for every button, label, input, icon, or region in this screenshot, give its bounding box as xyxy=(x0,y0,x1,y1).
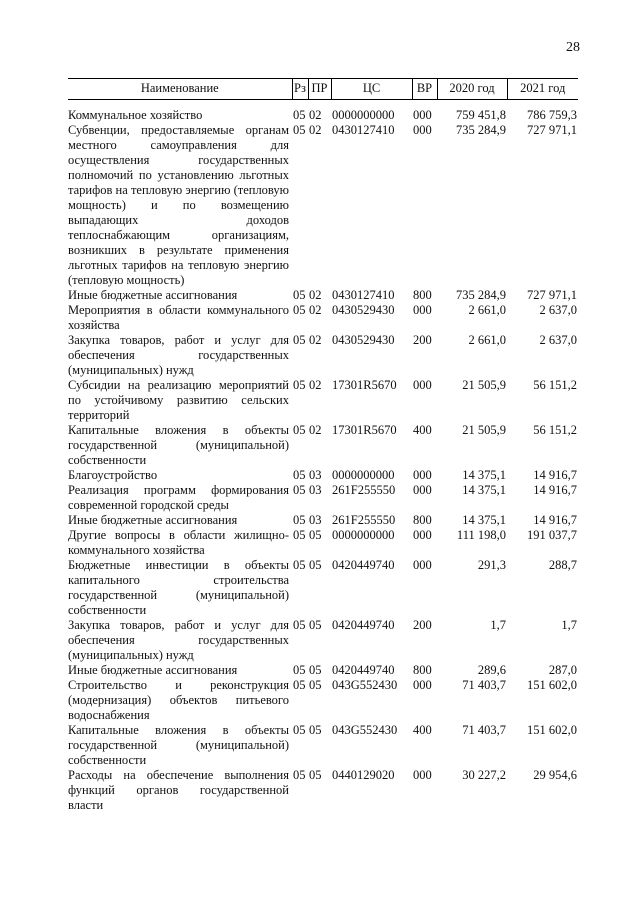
cell-cs: 261F255550 xyxy=(332,513,396,527)
cell-vr: 000 xyxy=(413,378,432,392)
cell-rz: 05 xyxy=(293,558,306,572)
cell-pr: 02 xyxy=(309,423,322,437)
cell-pr: 05 xyxy=(309,528,322,542)
cell-2020: 71 403,7 xyxy=(462,678,506,692)
cell-pr: 05 xyxy=(309,618,322,632)
cell-2021: 1,7 xyxy=(561,618,577,632)
cell-name: Капитальные вложения в объекты государственной (муниципальной) собственности xyxy=(68,723,289,767)
cell-vr: 800 xyxy=(413,288,432,302)
cell-cs: 043G552430 xyxy=(332,678,398,692)
cell-2021: 727 971,1 xyxy=(527,123,577,137)
cell-2020: 21 505,9 xyxy=(462,378,506,392)
cell-cs: 0420449740 xyxy=(332,558,395,572)
table-row xyxy=(68,558,578,618)
cell-cs: 0430529430 xyxy=(332,333,395,347)
cell-name: Капитальные вложения в объекты государственной (муниципальной) собственности xyxy=(68,423,289,467)
cell-vr: 000 xyxy=(413,108,432,122)
cell-2021: 56 151,2 xyxy=(533,423,577,437)
cell-2020: 735 284,9 xyxy=(456,123,506,137)
cell-2020: 2 661,0 xyxy=(468,303,506,317)
header-name: Наименование xyxy=(68,79,292,100)
table-row xyxy=(68,483,578,513)
cell-name: Бюджетные инвестиции в объекты капитального строительства государственной (муниципальной) собственности xyxy=(68,558,289,617)
cell-2021: 727 971,1 xyxy=(527,288,577,302)
cell-2021: 2 637,0 xyxy=(539,303,577,317)
cell-2021: 151 602,0 xyxy=(527,723,577,737)
cell-2021: 14 916,7 xyxy=(533,468,577,482)
cell-pr: 03 xyxy=(309,513,322,527)
cell-name: Субсидии на реализацию мероприятий по устойчивому развитию сельских территорий xyxy=(68,378,289,422)
cell-vr: 200 xyxy=(413,618,432,632)
cell-name: Благоустройство xyxy=(68,468,158,482)
cell-rz: 05 xyxy=(293,723,306,737)
cell-vr: 400 xyxy=(413,723,432,737)
cell-rz: 05 xyxy=(293,333,306,347)
budget-table xyxy=(68,78,578,813)
table-row xyxy=(68,333,578,378)
cell-name: Иные бюджетные ассигнования xyxy=(68,513,238,527)
cell-2021: 287,0 xyxy=(548,663,577,677)
cell-rz: 05 xyxy=(293,423,306,437)
header-vr: ВР xyxy=(412,79,437,100)
cell-rz: 05 xyxy=(293,108,306,122)
cell-cs: 17301R5670 xyxy=(332,378,397,392)
table-row xyxy=(68,618,578,663)
cell-cs: 261F255550 xyxy=(332,483,396,497)
cell-name: Строительство и реконструкция (модернизация) объектов питьевого водоснабжения xyxy=(68,678,289,722)
cell-2020: 735 284,9 xyxy=(456,288,506,302)
cell-2021: 56 151,2 xyxy=(533,378,577,392)
cell-2020: 111 198,0 xyxy=(456,528,506,542)
cell-pr: 05 xyxy=(309,678,322,692)
table-row xyxy=(68,723,578,768)
cell-pr: 03 xyxy=(309,468,322,482)
cell-name: Коммунальное хозяйство xyxy=(68,108,203,122)
cell-2020: 759 451,8 xyxy=(456,108,506,122)
cell-pr: 02 xyxy=(309,123,322,137)
cell-cs: 17301R5670 xyxy=(332,423,397,437)
table-header xyxy=(68,79,578,100)
header-year-2020: 2020 год xyxy=(437,79,507,100)
cell-cs: 0000000000 xyxy=(332,528,395,542)
cell-rz: 05 xyxy=(293,513,306,527)
table-row xyxy=(68,513,578,528)
cell-2021: 151 602,0 xyxy=(527,678,577,692)
table-body xyxy=(68,100,578,814)
cell-cs: 0430127410 xyxy=(332,288,395,302)
table-row xyxy=(68,123,578,288)
cell-name: Расходы на обеспечение выполнения функций органов государственной власти xyxy=(68,768,289,812)
cell-rz: 05 xyxy=(293,483,306,497)
header-year-2021: 2021 год xyxy=(507,79,578,100)
cell-vr: 000 xyxy=(413,558,432,572)
cell-name: Другие вопросы в области жилищно-коммунального хозяйства xyxy=(68,528,289,557)
cell-cs: 0000000000 xyxy=(332,108,395,122)
header-row xyxy=(68,79,578,100)
cell-vr: 400 xyxy=(413,423,432,437)
cell-pr: 02 xyxy=(309,378,322,392)
cell-2020: 71 403,7 xyxy=(462,723,506,737)
cell-2020: 30 227,2 xyxy=(462,768,506,782)
cell-cs: 0420449740 xyxy=(332,618,395,632)
table-row xyxy=(68,100,578,124)
cell-2021: 29 954,6 xyxy=(533,768,577,782)
cell-vr: 000 xyxy=(413,303,432,317)
cell-rz: 05 xyxy=(293,678,306,692)
cell-2020: 291,3 xyxy=(477,558,506,572)
cell-cs: 0430127410 xyxy=(332,123,395,137)
cell-pr: 02 xyxy=(309,288,322,302)
cell-vr: 000 xyxy=(413,468,432,482)
page-number: 28 xyxy=(566,40,580,55)
cell-2021: 288,7 xyxy=(548,558,577,572)
cell-pr: 02 xyxy=(309,108,322,122)
cell-vr: 000 xyxy=(413,678,432,692)
cell-2021: 14 916,7 xyxy=(533,513,577,527)
cell-2021: 2 637,0 xyxy=(539,333,577,347)
table-row xyxy=(68,303,578,333)
cell-vr: 000 xyxy=(413,483,432,497)
cell-cs: 0000000000 xyxy=(332,468,395,482)
cell-pr: 03 xyxy=(309,483,322,497)
cell-cs: 0440129020 xyxy=(332,768,395,782)
cell-cs: 043G552430 xyxy=(332,723,398,737)
cell-rz: 05 xyxy=(293,288,306,302)
cell-pr: 05 xyxy=(309,663,322,677)
cell-2020: 289,6 xyxy=(477,663,506,677)
cell-vr: 800 xyxy=(413,513,432,527)
cell-cs: 0420449740 xyxy=(332,663,395,677)
cell-name: Иные бюджетные ассигнования xyxy=(68,288,238,302)
cell-2020: 2 661,0 xyxy=(468,333,506,347)
cell-pr: 02 xyxy=(309,303,322,317)
table-row xyxy=(68,423,578,468)
cell-cs: 0430529430 xyxy=(332,303,395,317)
cell-vr: 000 xyxy=(413,528,432,542)
table-row xyxy=(68,528,578,558)
cell-2020: 14 375,1 xyxy=(462,513,506,527)
cell-rz: 05 xyxy=(293,378,306,392)
cell-name: Субвенции, предоставляемые органам местного самоуправления для осуществления государственных полномочий по установлению льготных тарифов на тепловую энергию (тепловую мощность) и по возмещению выпадающих доходов теплоснабжающим организациям, возникших в результате применения льготных тарифов на тепловую энергию (тепловую мощность) xyxy=(68,123,289,287)
cell-rz: 05 xyxy=(293,528,306,542)
table-row xyxy=(68,378,578,423)
cell-rz: 05 xyxy=(293,618,306,632)
cell-pr: 05 xyxy=(309,558,322,572)
cell-2021: 14 916,7 xyxy=(533,483,577,497)
cell-name: Иные бюджетные ассигнования xyxy=(68,663,238,677)
cell-pr: 05 xyxy=(309,768,322,782)
header-rz: Рз xyxy=(292,79,308,100)
cell-vr: 000 xyxy=(413,123,432,137)
cell-2020: 14 375,1 xyxy=(462,483,506,497)
table-row xyxy=(68,678,578,723)
cell-rz: 05 xyxy=(293,303,306,317)
cell-2020: 21 505,9 xyxy=(462,423,506,437)
cell-2021: 191 037,7 xyxy=(527,528,577,542)
cell-pr: 02 xyxy=(309,333,322,347)
table-row xyxy=(68,663,578,678)
cell-2020: 14 375,1 xyxy=(462,468,506,482)
cell-name: Реализация программ формирования современной городской среды xyxy=(68,483,289,512)
cell-name: Закупка товаров, работ и услуг для обеспечения государственных (муниципальных) нужд xyxy=(68,333,289,377)
cell-rz: 05 xyxy=(293,663,306,677)
cell-2021: 786 759,3 xyxy=(527,108,577,122)
cell-rz: 05 xyxy=(293,123,306,137)
header-cs: ЦС xyxy=(331,79,412,100)
cell-vr: 800 xyxy=(413,663,432,677)
table-row xyxy=(68,768,578,813)
table-row xyxy=(68,468,578,483)
cell-name: Закупка товаров, работ и услуг для обеспечения государственных (муниципальных) нужд xyxy=(68,618,289,662)
cell-rz: 05 xyxy=(293,768,306,782)
cell-pr: 05 xyxy=(309,723,322,737)
table-row xyxy=(68,288,578,303)
cell-2020: 1,7 xyxy=(490,618,506,632)
cell-vr: 200 xyxy=(413,333,432,347)
header-pr: ПР xyxy=(308,79,331,100)
cell-vr: 000 xyxy=(413,768,432,782)
cell-rz: 05 xyxy=(293,468,306,482)
cell-name: Мероприятия в области коммунального хозяйства xyxy=(68,303,289,332)
